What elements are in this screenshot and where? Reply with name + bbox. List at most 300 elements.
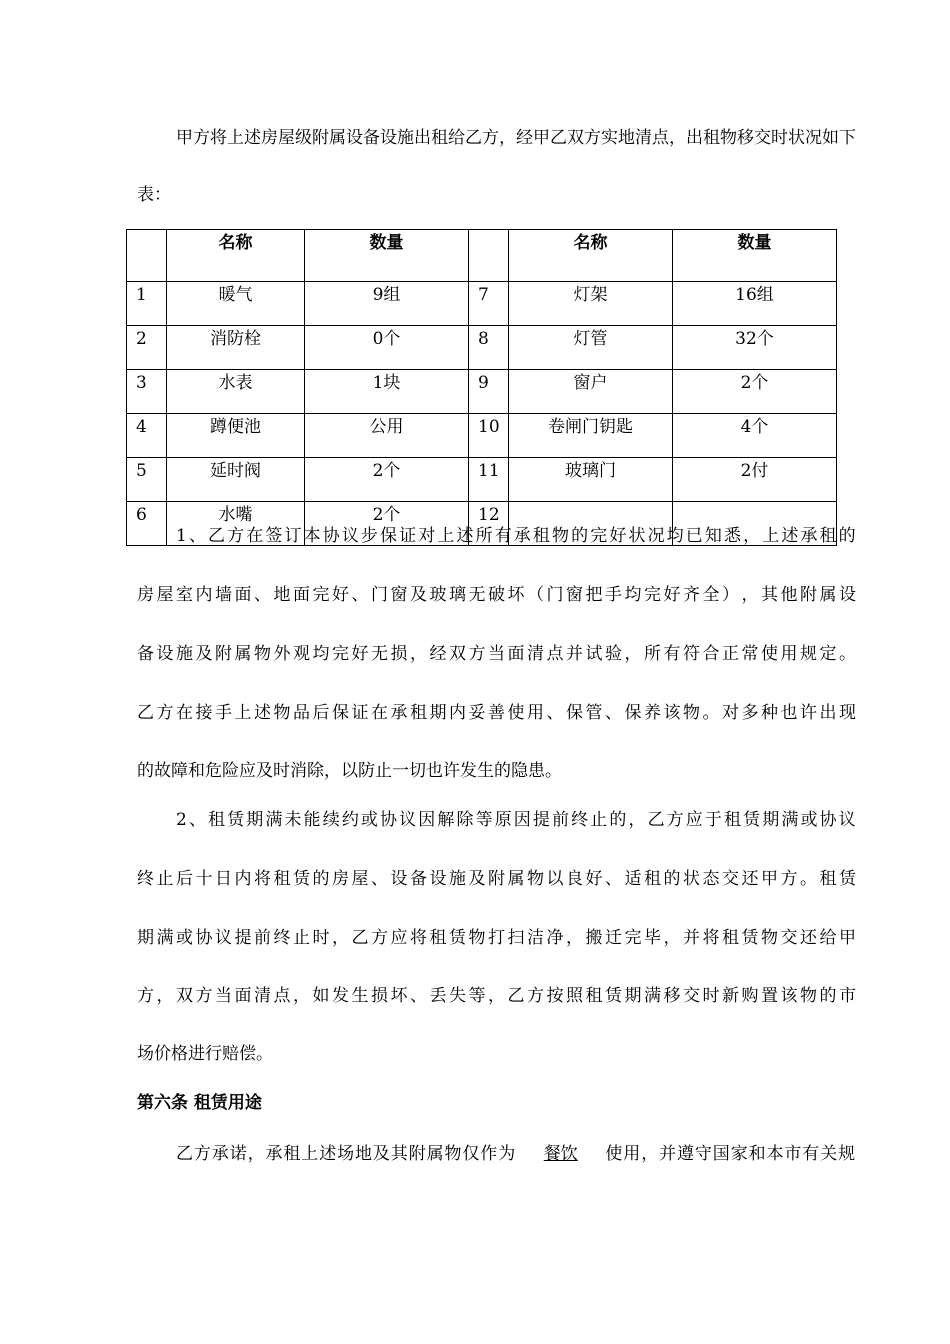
text-glyph: 实 bbox=[601, 128, 618, 148]
text-glyph: 租 bbox=[722, 928, 739, 948]
text-glyph: 完 bbox=[312, 585, 330, 605]
text-glyph: 坏 bbox=[390, 986, 408, 1006]
table-row bbox=[127, 414, 837, 458]
text-glyph: 均 bbox=[624, 585, 642, 605]
text-glyph: 终 bbox=[273, 928, 291, 948]
text-glyph: 。 bbox=[702, 703, 720, 723]
cell-index: 10 bbox=[469, 414, 509, 458]
text-glyph: 赁 bbox=[741, 928, 759, 948]
text-glyph: 验 bbox=[605, 644, 622, 664]
text-glyph: 止 bbox=[293, 928, 310, 948]
para1-line-3 bbox=[137, 644, 856, 664]
text-glyph: ， bbox=[332, 928, 349, 948]
text-glyph: 把 bbox=[585, 585, 603, 605]
text-glyph: 出 bbox=[414, 128, 431, 148]
text-glyph: 等 bbox=[468, 986, 486, 1006]
text-glyph: 清 bbox=[635, 128, 652, 148]
text-glyph: 及 bbox=[195, 644, 213, 664]
text-glyph: 管 bbox=[585, 703, 603, 723]
text-glyph: 租 bbox=[431, 128, 448, 148]
text-glyph: 将 bbox=[254, 869, 271, 889]
text-glyph: 租 bbox=[429, 928, 447, 948]
text-glyph: 打 bbox=[488, 928, 505, 948]
text-glyph: 丢 bbox=[429, 986, 447, 1006]
para2-line-5: 场价格进行赔偿。 bbox=[137, 1044, 273, 1064]
text-glyph: 购 bbox=[741, 986, 759, 1006]
text-glyph: 时 bbox=[312, 928, 330, 948]
text-glyph: 、 bbox=[605, 869, 622, 889]
text-glyph: 当 bbox=[488, 644, 505, 664]
cell-name: 蹲便池 bbox=[167, 414, 305, 458]
cell-index: 12 bbox=[469, 502, 509, 546]
text-glyph: 、 bbox=[371, 869, 388, 889]
text-glyph: 赁 bbox=[605, 986, 622, 1006]
text-glyph: 并 bbox=[683, 928, 700, 948]
text-glyph: 方 bbox=[666, 810, 684, 830]
header-qty-1: 数量 bbox=[305, 230, 469, 282]
text-glyph: 附 bbox=[215, 644, 232, 664]
text-glyph: 属 bbox=[507, 869, 525, 889]
text-glyph: 时 bbox=[702, 986, 720, 1006]
text-glyph: 迁 bbox=[605, 928, 622, 948]
text-glyph: 甲 bbox=[533, 128, 550, 148]
text-glyph: 满 bbox=[781, 810, 799, 830]
text-glyph: ， bbox=[293, 986, 310, 1006]
cell-name: 玻璃门 bbox=[509, 458, 673, 502]
text-glyph: 还 bbox=[741, 869, 759, 889]
text-glyph: 地 bbox=[618, 128, 635, 148]
text-glyph: 期 bbox=[429, 703, 447, 723]
cell-index: 8 bbox=[469, 326, 509, 370]
text-glyph: 以 bbox=[546, 869, 564, 889]
text-glyph: 坏 bbox=[507, 585, 525, 605]
text-glyph: 现 bbox=[839, 703, 856, 723]
text-glyph: 善 bbox=[488, 703, 505, 723]
text-glyph: 保 bbox=[380, 526, 398, 546]
cell-qty: 2个 bbox=[305, 458, 469, 502]
text-glyph: 移 bbox=[663, 986, 681, 1006]
text-glyph: 使 bbox=[507, 703, 525, 723]
text-glyph: 损 bbox=[371, 986, 388, 1006]
text-glyph: 述 bbox=[781, 526, 799, 546]
text-glyph: 乙 bbox=[507, 986, 525, 1006]
article-6-usage: 餐饮 bbox=[543, 1144, 578, 1164]
cell-qty: 16组 bbox=[673, 282, 837, 326]
text-glyph: 物 bbox=[552, 526, 570, 546]
text-glyph: 乙 bbox=[647, 810, 665, 830]
text-glyph: 屋 bbox=[156, 585, 174, 605]
text-glyph: 证 bbox=[351, 703, 369, 723]
text-glyph: 屋 bbox=[278, 128, 295, 148]
text-glyph: 设 bbox=[380, 128, 397, 148]
text-glyph: 常 bbox=[741, 644, 759, 664]
text-glyph: 议 bbox=[838, 810, 856, 830]
text-glyph: 物 bbox=[254, 644, 271, 664]
text-glyph: 、 bbox=[546, 703, 564, 723]
text-glyph: 发 bbox=[332, 986, 349, 1006]
text-glyph: ， bbox=[669, 128, 686, 148]
text-glyph: 符 bbox=[683, 644, 700, 664]
text-glyph: 租 bbox=[532, 526, 550, 546]
text-glyph: ， bbox=[566, 928, 583, 948]
text-glyph: ， bbox=[624, 644, 642, 664]
text-glyph: ， bbox=[410, 644, 427, 664]
text-glyph: 好 bbox=[585, 869, 603, 889]
text-glyph: 。 bbox=[839, 644, 856, 664]
text-glyph: 满 bbox=[156, 928, 174, 948]
para2-line-4 bbox=[137, 986, 856, 1006]
text-glyph: 述 bbox=[254, 703, 271, 723]
text-glyph: 满 bbox=[265, 810, 283, 830]
text-glyph: 完 bbox=[590, 526, 608, 546]
text-glyph: 完 bbox=[644, 585, 661, 605]
text-glyph: 协 bbox=[195, 928, 213, 948]
text-glyph: 施 bbox=[176, 644, 193, 664]
text-glyph: 洁 bbox=[527, 928, 544, 948]
text-glyph: 将 bbox=[702, 928, 720, 948]
header-name-1: 名称 bbox=[167, 230, 305, 282]
text-glyph: 方 bbox=[371, 928, 388, 948]
text-glyph: 好 bbox=[663, 585, 681, 605]
text-glyph: 协 bbox=[819, 810, 837, 830]
text-glyph: 物 bbox=[273, 703, 291, 723]
cell-qty: 1块 bbox=[305, 370, 469, 414]
cell-qty: 9组 bbox=[305, 282, 469, 326]
text-glyph: 或 bbox=[176, 928, 193, 948]
text-glyph: 门 bbox=[546, 585, 564, 605]
text-glyph: 搬 bbox=[585, 928, 603, 948]
text-glyph: 备 bbox=[410, 869, 427, 889]
text-glyph: 玻 bbox=[429, 585, 447, 605]
text-glyph: 规 bbox=[800, 644, 817, 664]
text-glyph: 属 bbox=[329, 128, 346, 148]
text-glyph: 租 bbox=[585, 986, 603, 1006]
text-glyph: 。 bbox=[800, 869, 817, 889]
text-glyph: 备 bbox=[137, 644, 154, 664]
text-glyph: ， bbox=[499, 128, 516, 148]
text-glyph: 前 bbox=[254, 928, 271, 948]
text-glyph: 方 bbox=[527, 986, 544, 1006]
text-glyph: 租 bbox=[208, 810, 226, 830]
text-glyph: 签 bbox=[265, 526, 283, 546]
text-glyph: 证 bbox=[399, 526, 417, 546]
text-glyph: 在 bbox=[371, 703, 388, 723]
text-glyph: 述 bbox=[244, 128, 261, 148]
text-glyph: 市 bbox=[839, 986, 856, 1006]
text-glyph: 无 bbox=[468, 585, 486, 605]
table-row bbox=[127, 458, 837, 502]
article-6-text-before: 乙方承诺，承租上述场地及其附属物仅作为 bbox=[176, 1144, 517, 1164]
text-glyph: 当 bbox=[215, 986, 232, 1006]
text-glyph: 属 bbox=[819, 585, 837, 605]
text-glyph: 给 bbox=[448, 128, 465, 148]
text-glyph: 双 bbox=[567, 128, 584, 148]
text-glyph: 上 bbox=[227, 128, 244, 148]
text-glyph: 窗 bbox=[390, 585, 408, 605]
text-glyph: 手 bbox=[605, 585, 622, 605]
text-glyph: 方 bbox=[468, 644, 486, 664]
cell-qty: 2付 bbox=[673, 458, 837, 502]
text-glyph: 置 bbox=[761, 986, 778, 1006]
text-glyph: 观 bbox=[293, 644, 310, 664]
text-glyph: 提 bbox=[532, 810, 550, 830]
text-glyph: 承 bbox=[390, 703, 408, 723]
cell-qty: 0个 bbox=[305, 326, 469, 370]
cell-qty: 4个 bbox=[673, 414, 837, 458]
text-glyph: 乙 bbox=[465, 128, 482, 148]
text-glyph: 好 bbox=[332, 585, 349, 605]
text-glyph: 租 bbox=[724, 810, 741, 830]
text-glyph: 物 bbox=[527, 869, 544, 889]
text-glyph: 损 bbox=[390, 644, 408, 664]
text-glyph: 方 bbox=[780, 869, 798, 889]
text-glyph: 生 bbox=[351, 986, 369, 1006]
text-glyph: 破 bbox=[488, 585, 505, 605]
text-glyph: 点 bbox=[652, 128, 669, 148]
text-glyph: 等 bbox=[475, 810, 493, 830]
text-glyph: 租 bbox=[273, 869, 291, 889]
text-glyph: 况 bbox=[805, 128, 822, 148]
text-glyph: 租 bbox=[410, 703, 427, 723]
text-glyph: 上 bbox=[437, 526, 455, 546]
text-glyph: 其 bbox=[761, 585, 778, 605]
text-glyph: 外 bbox=[273, 644, 291, 664]
text-glyph: 对 bbox=[722, 703, 739, 723]
text-glyph: ， bbox=[743, 526, 761, 546]
text-glyph: 好 bbox=[351, 644, 369, 664]
text-glyph: 交 bbox=[683, 986, 700, 1006]
text-glyph: 乙 bbox=[550, 128, 567, 148]
text-glyph: 、 bbox=[254, 585, 271, 605]
text-glyph: 后 bbox=[176, 869, 193, 889]
text-glyph: 设 bbox=[429, 869, 447, 889]
text-glyph: ， bbox=[741, 585, 759, 605]
text-glyph: 毕 bbox=[644, 928, 661, 948]
text-glyph: 照 bbox=[566, 986, 583, 1006]
text-glyph: 如 bbox=[822, 128, 839, 148]
text-glyph: 定 bbox=[819, 644, 837, 664]
text-glyph: 设 bbox=[839, 585, 856, 605]
text-glyph: 用 bbox=[527, 703, 544, 723]
text-glyph: 净 bbox=[546, 928, 564, 948]
text-glyph: 甲 bbox=[176, 128, 193, 148]
cell-name: 窗户 bbox=[509, 370, 673, 414]
cell-name: 灯架 bbox=[509, 282, 673, 326]
cell-index: 4 bbox=[127, 414, 167, 458]
text-glyph: 墙 bbox=[215, 585, 232, 605]
text-glyph: 有 bbox=[663, 644, 681, 664]
text-glyph: 除 bbox=[456, 810, 474, 830]
text-glyph: 对 bbox=[418, 526, 436, 546]
para2-line-1 bbox=[176, 810, 856, 830]
table-row bbox=[127, 282, 837, 326]
text-glyph: 续 bbox=[322, 810, 340, 830]
text-glyph: 悉 bbox=[724, 526, 741, 546]
text-glyph: 合 bbox=[702, 644, 720, 664]
text-glyph: 施 bbox=[449, 869, 466, 889]
cell-index: 3 bbox=[127, 370, 167, 414]
text-glyph: 乙 bbox=[351, 928, 369, 948]
text-glyph: 屋 bbox=[351, 869, 369, 889]
text-glyph: 的 bbox=[571, 526, 589, 546]
text-glyph: 知 bbox=[704, 526, 722, 546]
text-glyph: 方 bbox=[227, 526, 245, 546]
text-glyph: 门 bbox=[371, 585, 388, 605]
text-glyph: ） bbox=[722, 585, 739, 605]
text-glyph: ， bbox=[488, 986, 505, 1006]
text-glyph: 因 bbox=[513, 810, 531, 830]
text-glyph: ， bbox=[628, 810, 646, 830]
text-glyph: 均 bbox=[312, 644, 330, 664]
text-glyph: 双 bbox=[176, 986, 193, 1006]
text-glyph: 述 bbox=[456, 526, 474, 546]
text-glyph: 附 bbox=[312, 128, 329, 148]
text-glyph: 前 bbox=[552, 810, 570, 830]
text-glyph: 也 bbox=[780, 703, 798, 723]
text-glyph: 扫 bbox=[507, 928, 525, 948]
text-glyph: 止 bbox=[590, 810, 608, 830]
text-glyph: 十 bbox=[195, 869, 213, 889]
text-glyph: 提 bbox=[234, 928, 252, 948]
cell-index: 11 bbox=[469, 458, 509, 502]
text-glyph: 将 bbox=[210, 128, 227, 148]
text-glyph: 所 bbox=[644, 644, 661, 664]
text-glyph: 租 bbox=[703, 128, 720, 148]
text-glyph: 经 bbox=[429, 644, 447, 664]
text-glyph: 附 bbox=[800, 585, 817, 605]
text-glyph: 级 bbox=[295, 128, 312, 148]
text-glyph: 方 bbox=[137, 986, 154, 1006]
text-glyph: 议 bbox=[341, 526, 359, 546]
text-glyph: 订 bbox=[284, 526, 302, 546]
text-glyph: 及 bbox=[410, 585, 427, 605]
text-glyph: 状 bbox=[683, 869, 700, 889]
text-glyph: 、 bbox=[188, 810, 206, 830]
text-glyph: 使 bbox=[761, 644, 778, 664]
cell-name: 暖气 bbox=[167, 282, 305, 326]
text-glyph: 止 bbox=[156, 869, 174, 889]
text-glyph: 的 bbox=[819, 986, 837, 1006]
text-glyph: 保 bbox=[566, 703, 583, 723]
text-glyph: 物 bbox=[800, 986, 817, 1006]
cell-name: 水嘴 bbox=[167, 502, 305, 546]
text-glyph: 议 bbox=[215, 928, 232, 948]
text-glyph: 因 bbox=[418, 810, 436, 830]
cell-index: 1 bbox=[127, 282, 167, 326]
text-glyph: 点 bbox=[546, 644, 564, 664]
text-glyph: 方 bbox=[584, 128, 601, 148]
text-glyph: 全 bbox=[702, 585, 720, 605]
para1-line-5: 的故障和危险应及时消除，以防止一切也许发生的隐患。 bbox=[137, 761, 562, 781]
cell-index: 5 bbox=[127, 458, 167, 502]
cell-name: 灯管 bbox=[509, 326, 673, 370]
table-header-row bbox=[127, 230, 837, 282]
text-glyph: 应 bbox=[685, 810, 703, 830]
text-glyph: 上 bbox=[234, 703, 252, 723]
text-glyph: 赁 bbox=[227, 810, 245, 830]
text-glyph: 室 bbox=[176, 585, 193, 605]
text-glyph: 移 bbox=[737, 128, 754, 148]
text-glyph: 在 bbox=[176, 703, 193, 723]
text-glyph: 无 bbox=[371, 644, 388, 664]
intro-line-1 bbox=[176, 128, 856, 148]
para1-line-4 bbox=[137, 703, 856, 723]
text-glyph: 交 bbox=[754, 128, 771, 148]
text-glyph: 赁 bbox=[293, 869, 310, 889]
header-name-2: 名称 bbox=[509, 230, 673, 282]
text-glyph: 、 bbox=[188, 526, 206, 546]
text-glyph: 约 bbox=[341, 810, 359, 830]
text-glyph: 面 bbox=[234, 585, 252, 605]
cell-name: 卷闸门钥匙 bbox=[509, 414, 673, 458]
header-qty-2: 数量 bbox=[673, 230, 837, 282]
text-glyph: 乙 bbox=[208, 526, 226, 546]
article-6-line-1 bbox=[176, 1144, 856, 1164]
para2-line-3 bbox=[137, 928, 856, 948]
text-glyph: 租 bbox=[644, 869, 661, 889]
article-6-heading: 第六条 租赁用途 bbox=[137, 1093, 262, 1113]
text-glyph: 完 bbox=[332, 644, 349, 664]
text-glyph: 甲 bbox=[839, 928, 856, 948]
text-glyph: 窗 bbox=[566, 585, 583, 605]
text-glyph: 后 bbox=[312, 703, 330, 723]
text-glyph: 并 bbox=[566, 644, 583, 664]
text-glyph: 应 bbox=[390, 928, 408, 948]
text-glyph: 点 bbox=[273, 986, 291, 1006]
text-glyph: 良 bbox=[566, 869, 583, 889]
text-glyph: 物 bbox=[683, 703, 700, 723]
text-glyph: 面 bbox=[293, 585, 310, 605]
text-glyph: 种 bbox=[761, 703, 778, 723]
text-glyph: 于 bbox=[704, 810, 722, 830]
text-glyph: 方 bbox=[193, 128, 210, 148]
text-glyph: 正 bbox=[722, 644, 739, 664]
text-glyph: 还 bbox=[800, 928, 817, 948]
text-glyph: 失 bbox=[449, 986, 466, 1006]
header-index-1 bbox=[127, 230, 167, 282]
text-glyph: 物 bbox=[468, 928, 486, 948]
text-glyph: 2 bbox=[176, 810, 187, 830]
text-glyph: 交 bbox=[780, 928, 798, 948]
text-glyph: 附 bbox=[488, 869, 505, 889]
text-glyph: 适 bbox=[624, 869, 642, 889]
text-glyph: 如 bbox=[312, 986, 330, 1006]
text-glyph: 给 bbox=[819, 928, 837, 948]
text-glyph: 的 bbox=[312, 869, 330, 889]
text-glyph: 好 bbox=[609, 526, 627, 546]
header-index-2 bbox=[469, 230, 509, 282]
cell-qty: 32个 bbox=[673, 326, 837, 370]
text-glyph: 的 bbox=[663, 869, 681, 889]
para1-line-1 bbox=[176, 526, 856, 546]
text-glyph: 、 bbox=[605, 703, 622, 723]
text-glyph: ， bbox=[156, 986, 174, 1006]
text-glyph: 保 bbox=[332, 703, 349, 723]
text-glyph: 出 bbox=[686, 128, 703, 148]
text-glyph: 该 bbox=[780, 986, 798, 1006]
text-glyph: 经 bbox=[516, 128, 533, 148]
intro-line-2: 表： bbox=[137, 185, 171, 205]
text-glyph: 施 bbox=[397, 128, 414, 148]
text-glyph: 协 bbox=[380, 810, 398, 830]
text-glyph: 乙 bbox=[137, 703, 154, 723]
cell-index: 2 bbox=[127, 326, 167, 370]
text-glyph: 及 bbox=[468, 869, 486, 889]
cell-name: 水表 bbox=[167, 370, 305, 414]
text-glyph: 下 bbox=[839, 128, 856, 148]
cell-index: 6 bbox=[127, 502, 167, 546]
text-glyph: 租 bbox=[819, 526, 837, 546]
